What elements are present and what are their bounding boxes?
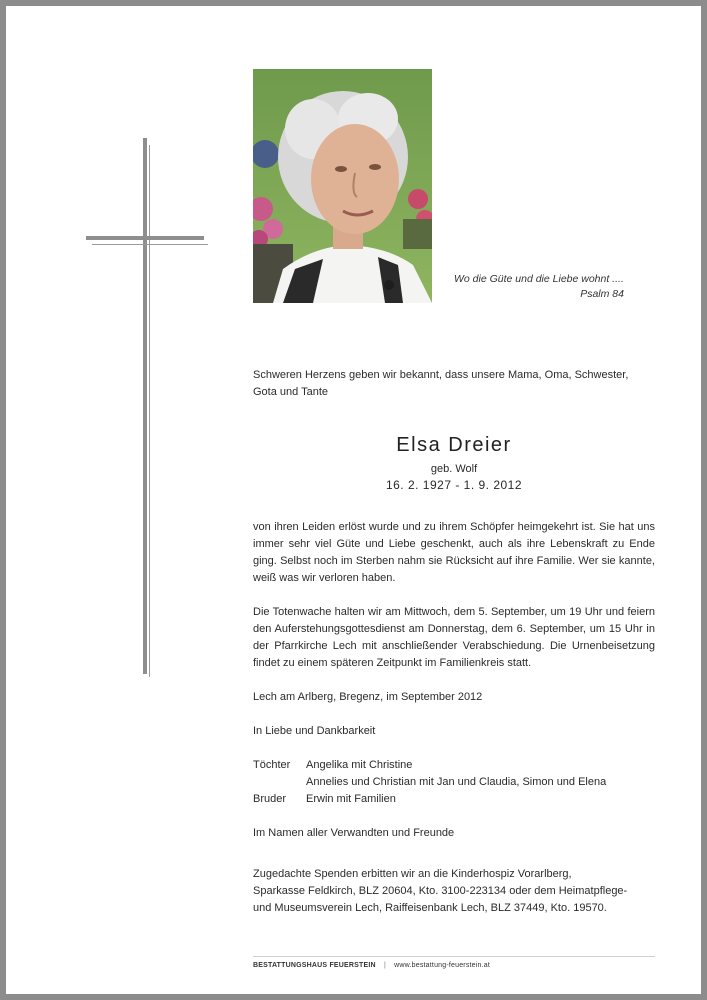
cross-horizontal-shadow — [92, 244, 208, 245]
cross-vertical-shadow — [149, 145, 150, 677]
family-names: Erwin mit Familien — [306, 793, 396, 805]
love-line: In Liebe und Dankbarkeit — [253, 725, 376, 737]
quote-source: Psalm 84 — [580, 288, 624, 300]
footer-separator: | — [383, 962, 386, 969]
cross-horizontal-bar — [86, 236, 204, 240]
family-role: Töchter — [253, 759, 291, 771]
family-role — [253, 774, 306, 791]
birth-name: geb. Wolf — [430, 463, 478, 475]
footer-divider — [253, 956, 655, 957]
paragraph-2: Die Totenwache halten wir am Mittwoch, dem 5. September, um 19 Uhr und feiern den Auferstehungsgottesdienst am Donnerstag, dem 6. September, um 15 Uhr in der Pfarrkirche Lech mit anschließender Verabschiedung. Die Urnenbeisetzung findet zu einem späteren Zeitpunkt im Familienkreis statt. — [253, 606, 655, 669]
family-row — [253, 757, 655, 774]
place-date: Lech am Arlberg, Bregenz, im September 2012 — [253, 691, 483, 703]
donations-line: und Museumsverein Lech, Raiffeisenbank Lech, BLZ 37449, Kto. 19570. — [253, 902, 607, 914]
donations-text — [253, 866, 655, 917]
cross-vertical-bar — [143, 138, 147, 674]
life-dates: 16. 2. 1927 - 1. 9. 2012 — [385, 478, 523, 492]
quote-text: Wo die Güte und die Liebe wohnt .... — [454, 273, 624, 285]
family-row — [253, 791, 655, 808]
family-list — [253, 757, 655, 808]
relatives-line: Im Namen aller Verwandten und Freunde — [253, 827, 455, 839]
family-role: Bruder — [253, 793, 287, 805]
intro-text: Schweren Herzens geben wir bekannt, dass unsere Mama, Oma, Schwester, Gota und Tante — [253, 369, 629, 398]
deceased-name: Elsa Dreier — [396, 434, 512, 456]
family-names: Annelies und Christian mit Jan und Claudia, Simon und Elena — [306, 776, 607, 788]
deceased-block — [253, 432, 655, 493]
donations-line: Zugedachte Spenden erbitten wir an die Kinderhospiz Vorarlberg, — [253, 868, 572, 880]
family-row — [253, 774, 655, 791]
footer — [253, 962, 490, 969]
donations-line: Sparkasse Feldkirch, BLZ 20604, Kto. 3100-223134 oder dem Heimatpflege- — [253, 885, 628, 897]
family-names: Angelika mit Christine — [306, 759, 413, 771]
footer-brand: BESTATTUNGSHAUS FEUERSTEIN — [253, 962, 376, 969]
footer-url-link[interactable]: www.bestattung-feuerstein.at — [394, 962, 490, 969]
quote — [440, 273, 630, 300]
paragraph-1: von ihren Leiden erlöst wurde und zu ihrem Schöpfer heimgekehrt ist. Sie hat uns immer sehr viel Güte und Liebe geschenkt, auch als ihre Lebenskraft zu Ende ging. Selbst noch im Sterben nahm sie Rücksicht auf ihre Familie. Wer sie kannte, weiß was wir verloren haben. — [253, 521, 655, 584]
portrait-photo — [253, 69, 432, 303]
